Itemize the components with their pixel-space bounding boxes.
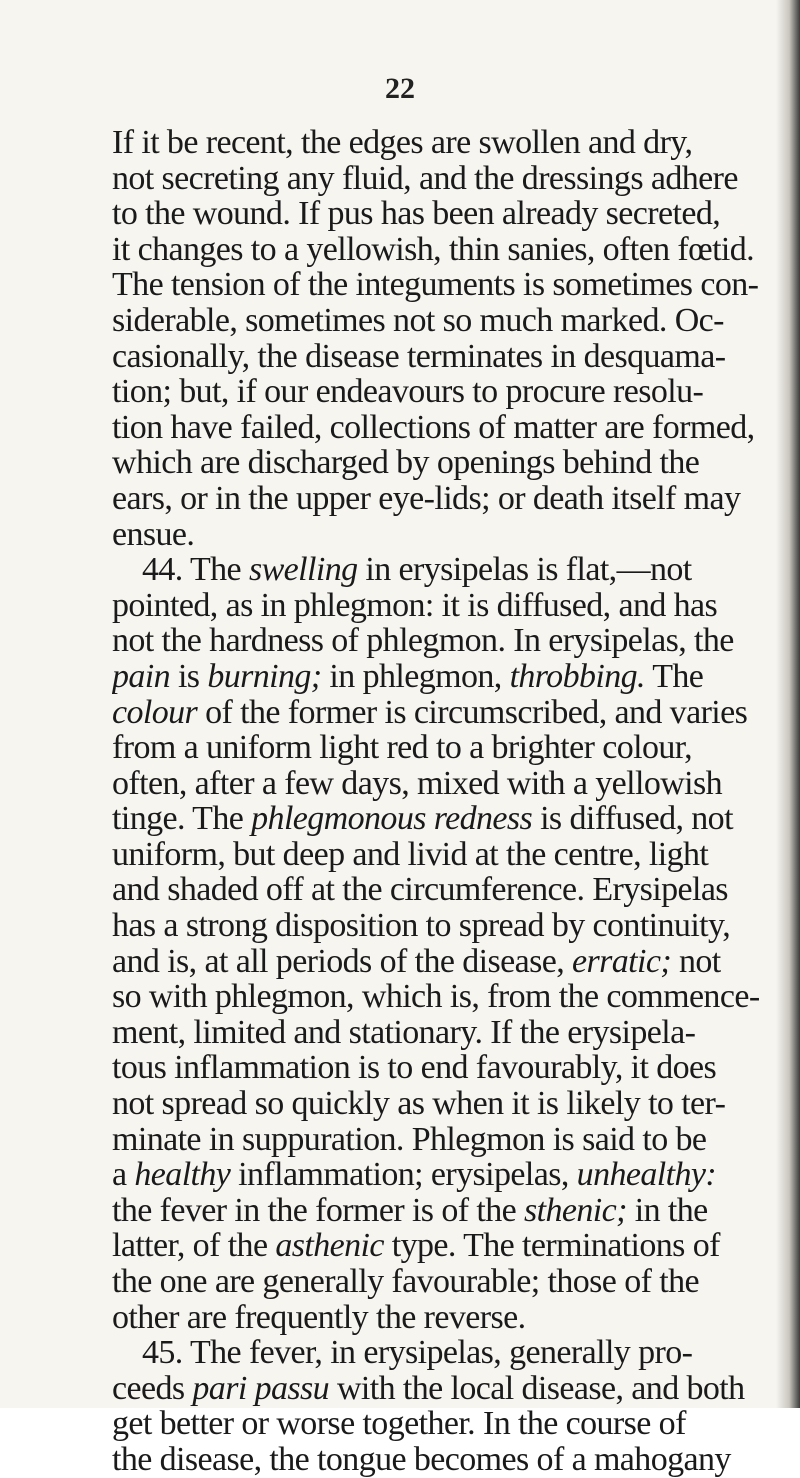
text-line	[112, 623, 772, 659]
text-line	[112, 944, 772, 980]
text-run: other are frequently the reverse.	[112, 1299, 526, 1336]
text-run: The tension of the integuments is sometimes con-	[112, 267, 759, 303]
text-line	[112, 1228, 772, 1264]
text-run: 45. The fever, in erysipelas, generally pro-	[142, 1335, 693, 1371]
page-number: 22	[385, 72, 415, 105]
text-run: a	[112, 1157, 135, 1193]
text-line	[112, 1442, 772, 1478]
text-line	[112, 1264, 772, 1300]
text-run: tous inflammation is to end favourably, it does	[112, 1050, 717, 1087]
text-line	[112, 1086, 772, 1122]
text-run: has a strong disposition to spread by continuity,	[112, 908, 731, 944]
text-run: is diffused, not	[532, 801, 733, 837]
text-line	[112, 588, 772, 624]
text-line	[112, 1157, 772, 1193]
text-run: often, after a few days, mixed with a yellowish	[112, 765, 723, 802]
text-line	[112, 552, 772, 588]
text-line	[112, 1300, 772, 1336]
text-run: tion have failed, collections of matter are formed,	[112, 409, 755, 446]
text-run: the fever in the former is of the	[112, 1192, 524, 1229]
text-run: and is, at all periods of the disease,	[112, 943, 573, 980]
text-line	[112, 659, 772, 695]
text-run: to the wound. If pus has been already secreted,	[112, 196, 721, 232]
text-run: tinge. The	[112, 801, 252, 837]
text-run: of the former is circumscribed, and varies	[197, 694, 748, 731]
text-run: If it be recent, the edges are swollen and dry,	[112, 125, 693, 161]
italic-text: burning;	[207, 658, 322, 695]
italic-text: swelling	[248, 552, 358, 588]
text-line	[112, 517, 772, 553]
italic-text: erratic;	[572, 943, 672, 980]
text-run: it changes to a yellowish, thin sanies, often fœtid.	[112, 231, 755, 268]
text-run: in erysipelas is flat,—not	[357, 552, 692, 588]
text-run: uniform, but deep and livid at the centre, light	[112, 836, 709, 873]
text-run: type. The terminations of	[383, 1228, 720, 1264]
text-run: not secreting any fluid, and the dressings adhere	[112, 160, 738, 197]
text-run: the disease, the tongue becomes of a mahogany	[112, 1441, 731, 1478]
text-run: casionally, the disease terminates in desquama-	[112, 338, 726, 375]
italic-text: colour	[112, 694, 198, 731]
text-run: ment, limited and stationary. If the erysipela-	[112, 1014, 696, 1051]
text-line	[112, 1406, 772, 1442]
text-line	[112, 125, 772, 161]
text-run: tion; but, if our endeavours to procure resolu-	[112, 374, 704, 410]
text-line	[112, 196, 772, 232]
text-run: so with phlegmon, which is, from the commence-	[112, 979, 760, 1015]
text-line	[112, 267, 772, 303]
text-run: not	[671, 943, 721, 980]
text-run: siderable, sometimes not so much marked. Oc-	[112, 302, 724, 339]
text-run: from a uniform light red to a brighter colour,	[112, 730, 693, 766]
text-run: minate in suppuration. Phlegmon is said to be	[112, 1121, 707, 1158]
text-run: latter, of the	[112, 1228, 276, 1264]
text-run: with the local disease, and both	[329, 1370, 745, 1407]
page-edge-shadow	[776, 0, 800, 1408]
text-line	[112, 837, 772, 873]
text-run: The	[644, 658, 704, 695]
text-line	[112, 481, 772, 517]
text-line	[112, 303, 772, 339]
text-line	[112, 374, 772, 410]
text-line	[112, 1050, 772, 1086]
italic-text: phlegmonous redness	[251, 801, 533, 837]
text-line	[112, 339, 772, 375]
text-run: is	[170, 658, 208, 695]
text-line	[112, 1335, 772, 1371]
text-run: which are discharged by openings behind the	[112, 445, 700, 481]
text-line	[112, 1193, 772, 1229]
italic-text: asthenic	[275, 1228, 384, 1264]
text-run: in the	[626, 1192, 708, 1229]
text-run: ensue.	[112, 516, 195, 553]
text-line	[112, 872, 772, 908]
text-run: pointed, as in phlegmon: it is diffused, and has	[112, 587, 718, 624]
text-run: get better or worse together. In the course of	[112, 1406, 686, 1442]
text-run: the one are generally favourable; those of the	[112, 1264, 699, 1300]
text-line	[112, 410, 772, 446]
text-run: not the hardness of phlegmon. In erysipelas, the	[112, 623, 734, 659]
text-run: in phlegmon,	[321, 658, 510, 695]
italic-text: healthy	[134, 1157, 231, 1193]
italic-text: throbbing.	[509, 658, 645, 695]
body-text	[112, 125, 772, 1478]
text-line	[112, 908, 772, 944]
text-line	[112, 801, 772, 837]
text-line	[112, 445, 772, 481]
text-line	[112, 232, 772, 268]
text-run: ceeds	[112, 1370, 193, 1407]
text-line	[112, 1122, 772, 1158]
italic-text: unhealthy:	[576, 1157, 717, 1193]
italic-text: pain	[112, 658, 171, 695]
text-line	[112, 730, 772, 766]
text-line	[112, 161, 772, 197]
text-line	[112, 766, 772, 802]
text-run: ears, or in the upper eye-lids; or death itself may	[112, 480, 741, 517]
text-run: inflammation; erysipelas,	[230, 1157, 577, 1193]
italic-text: pari passu	[192, 1370, 330, 1407]
text-line	[112, 1015, 772, 1051]
text-run: not spread so quickly as when it is likely to ter-	[112, 1086, 726, 1122]
text-line	[112, 695, 772, 731]
text-line	[112, 979, 772, 1015]
text-run: 44. The	[142, 552, 249, 588]
text-run: and shaded off at the circumference. Erysipelas	[112, 872, 728, 909]
text-line	[112, 1371, 772, 1407]
italic-text: sthenic;	[524, 1192, 627, 1229]
